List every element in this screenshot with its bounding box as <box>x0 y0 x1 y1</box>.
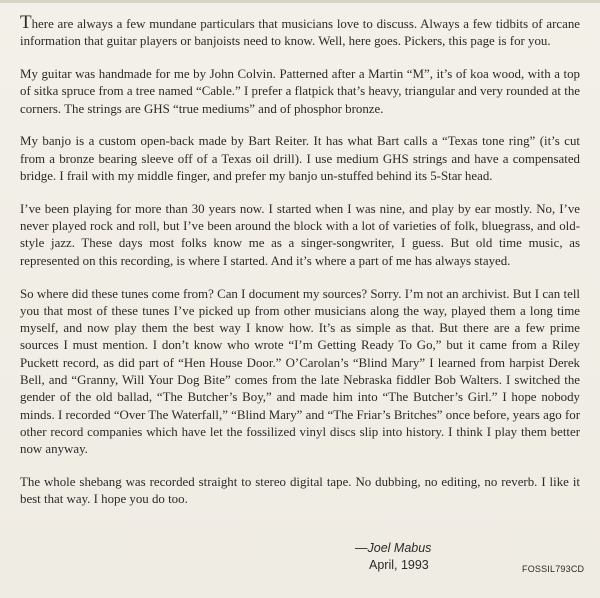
paragraph-history: I’ve been playing for more than 30 years now. I started when I was nine, and play by ear mostly. No, I’ve never played rock and roll, but I’ve been around the block with a lot of varieties of folk, bluegrass, and old-style jazz. These days most folks know me as a singer-songwriter, I guess. But old time music, as represented on this recording, is where I started. And it’s where a part of me has always stayed. <box>20 201 580 268</box>
signature-name: —Joel Mabus <box>355 541 432 555</box>
page-edge <box>0 0 600 3</box>
paragraph-recording: The whole shebang was recorded straight to stereo digital tape. No dubbing, no editing, no reverb. I like it best that way. I hope you do too. <box>20 475 580 507</box>
paragraph-guitar: My guitar was handmade for me by John Colvin. Patterned after a Martin “M”, it’s of koa wood, with a top of sitka spruce from a tree named “Cable.” I prefer a flatpick that’s heavy, triangular and very rounded at the corners. The strings are GHS “true mediums” and of phosphor bronze. <box>20 67 580 116</box>
signature-date: April, 1993 <box>369 558 429 572</box>
paragraph-banjo: My banjo is a custom open-back made by Bart Reiter. It has what Bart calls a “Texas tone ring” (it’s cut from a bronze bearing sleeve off of a Texas oil drill). I use medium GHS strings and have a compensated bridge. I frail with my middle finger, and prefer my banjo un-stuffed behind its 5-Star head. <box>20 134 580 184</box>
signature-block <box>355 540 431 574</box>
body-text <box>20 14 580 524</box>
paragraph-intro: There are always a few mundane particulars that musicians love to discuss. Always a few tidbits of arcane information that guitar players or banjoists need to know. Well, here goes. Pickers, this page is for you. <box>20 12 580 49</box>
catalog-number: FOSSIL793CD <box>522 564 585 574</box>
paragraph-sources: So where did these tunes come from? Can I document my sources? Sorry. I’m not an archivist. But I can tell you that most of these tunes I’ve picked up from other musicians along the way, played them a long time myself, and now play them the best way I know how. It’s as simple as that. But there are a few prime sources I must mention. I don’t know who wrote “I’m Getting Ready To Go,” but it came from a Riley Puckett record, as did part of “Hen House Door.” O’Carolan’s “Blind Mary” I learned from harpist Derek Bell, and “Granny, Will Your Dog Bite” comes from the late Nebraska fiddler Bob Walters. I switched the gender of the old ballad, “The Butcher’s Boy,” and made him into “The Butcher’s Girl.” I hope nobody minds. I recorded “Over The Waterfall,” “Blind Mary” and “The Friar’s Britches” once before, years ago for other record companies which have let the fossilized vinyl discs slip into history. I think I play them better now anyway. <box>20 286 580 457</box>
